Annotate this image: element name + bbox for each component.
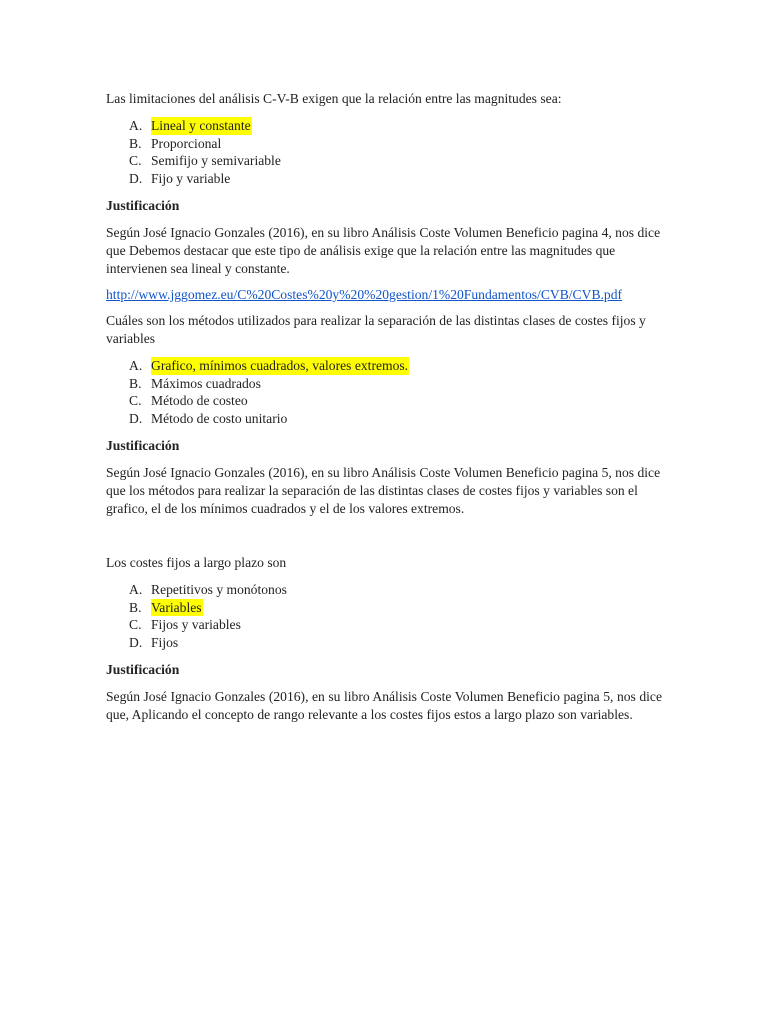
option-b <box>106 135 662 153</box>
justification-text: Según José Ignacio Gonzales (2016), en su libro Análisis Coste Volumen Beneficio pagina 5, nos dice que, Aplicando el concepto de rango relevante a los costes fijos estos a largo plazo son variables. <box>106 689 662 722</box>
option-letter: B. <box>129 599 142 615</box>
justification-text: Según José Ignacio Gonzales (2016), en su libro Análisis Coste Volumen Beneficio pagina 4, nos dice que Debemos destacar que este tipo de análisis exige que la relación entre las magnitudes que intervienen sea lineal y constante. <box>106 225 661 276</box>
option-text: Repetitivos y monótonos <box>151 582 287 597</box>
option-d <box>106 634 662 652</box>
option-c <box>106 152 662 170</box>
source-link[interactable]: http://www.jggomez.eu/C%20Costes%20y%20%20gestion/1%20Fundamentos/CVB/CVB.pdf <box>106 287 623 302</box>
option-text: Fijos <box>151 634 179 650</box>
option-letter: D. <box>129 634 143 650</box>
question-2 <box>106 312 662 518</box>
justification-heading: Justificación <box>106 662 180 677</box>
justification-text: Según José Ignacio Gonzales (2016), en su libro Análisis Coste Volumen Beneficio pagina 5, nos dice que los métodos para realizar la separación de las distintas clases de costes fijos y variables son el grafico, el de los mínimos cuadrados y el de los valores extremos. <box>106 465 661 516</box>
option-letter: D. <box>129 410 143 426</box>
question-3 <box>106 554 662 724</box>
option-letter: B. <box>129 375 142 391</box>
option-letter: C. <box>129 393 142 408</box>
option-text: Método de costo unitario <box>151 410 288 426</box>
option-text-highlighted: Lineal y constante <box>151 118 251 133</box>
option-letter: B. <box>129 135 142 151</box>
question-prompt: Cuáles son los métodos utilizados para realizar la separación de las distintas clases de costes fijos y variables <box>106 313 646 346</box>
option-text: Semifijo y semivariable <box>151 153 281 168</box>
option-text: Fijo y variable <box>151 170 231 186</box>
spacer <box>106 527 662 554</box>
option-letter: A. <box>129 118 143 133</box>
option-b <box>106 375 662 393</box>
option-text: Proporcional <box>151 135 222 151</box>
document-page <box>106 90 662 733</box>
option-letter: A. <box>129 582 143 597</box>
option-c <box>106 616 662 634</box>
question-1 <box>106 90 662 303</box>
option-letter: D. <box>129 170 143 186</box>
option-text-highlighted: Variables <box>151 599 202 615</box>
justification-heading: Justificación <box>106 198 180 213</box>
option-text: Fijos y variables <box>151 617 241 632</box>
options-list <box>106 357 662 427</box>
options-list <box>106 117 662 187</box>
option-letter: C. <box>129 617 142 632</box>
question-prompt: Los costes fijos a largo plazo son <box>106 555 287 570</box>
option-letter: A. <box>129 358 143 373</box>
option-a <box>106 581 662 599</box>
options-list <box>106 581 662 651</box>
option-c <box>106 392 662 410</box>
option-text: Método de costeo <box>151 393 248 408</box>
option-text: Máximos cuadrados <box>151 375 261 391</box>
option-a <box>106 357 662 375</box>
option-letter: C. <box>129 153 142 168</box>
question-prompt: Las limitaciones del análisis C-V-B exigen que la relación entre las magnitudes sea: <box>106 91 562 106</box>
option-text-highlighted: Grafico, mínimos cuadrados, valores extremos. <box>151 358 409 373</box>
option-d <box>106 170 662 188</box>
option-d <box>106 410 662 428</box>
justification-heading: Justificación <box>106 438 180 453</box>
option-b <box>106 599 662 617</box>
option-a <box>106 117 662 135</box>
